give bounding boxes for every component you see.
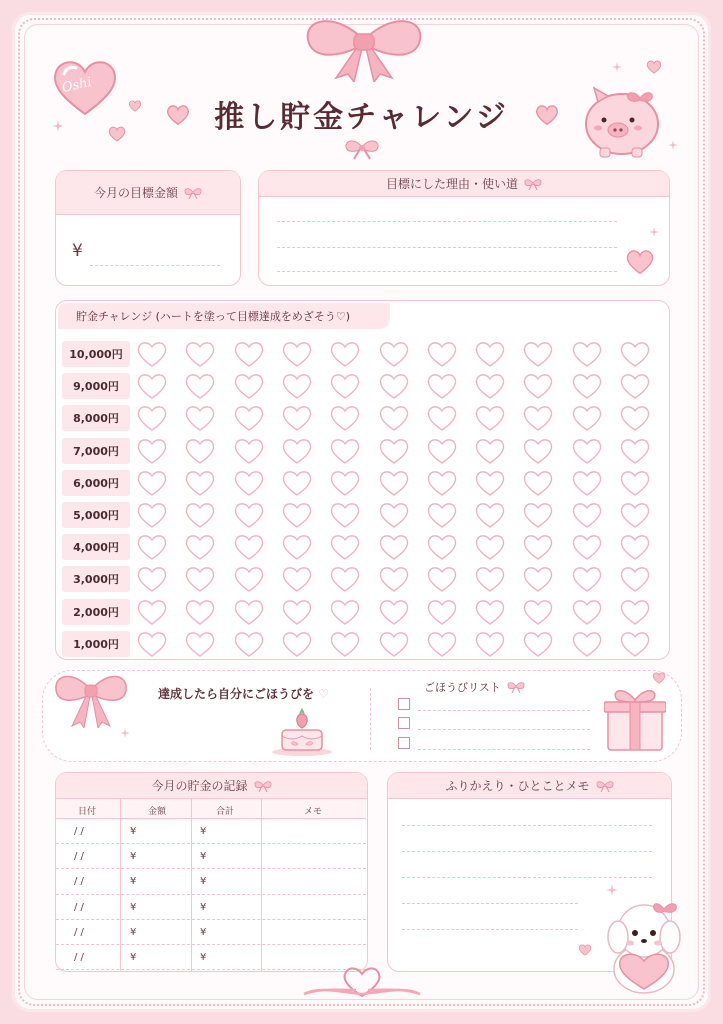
- heart-checkbox-icon[interactable]: [378, 630, 410, 658]
- heart-checkbox-icon[interactable]: [281, 630, 313, 658]
- heart-checkbox-icon[interactable]: [619, 437, 651, 465]
- heart-checkbox-icon[interactable]: [426, 533, 458, 561]
- heart-checkbox-icon[interactable]: [378, 533, 410, 561]
- heart-checkbox-icon[interactable]: [474, 533, 506, 561]
- record-header: [56, 773, 367, 799]
- gift-box-icon: [604, 684, 666, 754]
- heart-checkbox-icon[interactable]: [378, 372, 410, 400]
- heart-checkbox-icon[interactable]: [136, 533, 168, 561]
- reason-line[interactable]: [277, 247, 617, 248]
- heart-checkbox-icon[interactable]: [184, 501, 216, 529]
- amount-label: 3,000円: [62, 566, 130, 592]
- heart-checkbox-icon[interactable]: [136, 469, 168, 497]
- heart-checkbox-icon[interactable]: [184, 598, 216, 626]
- heart-checkbox-icon[interactable]: [571, 469, 603, 497]
- heart-checkbox-icon[interactable]: [281, 533, 313, 561]
- reward-checkbox[interactable]: [398, 737, 410, 749]
- reward-label: [158, 685, 329, 702]
- small-heart-icon: [652, 672, 666, 684]
- memo-label: ふりかえり・ひとことメモ: [445, 779, 590, 793]
- table-row[interactable]: [56, 819, 366, 844]
- reward-list-label: ごほうびリスト: [424, 681, 501, 694]
- heart-checkbox-icon[interactable]: [571, 565, 603, 593]
- amount-currency: ¥: [130, 952, 137, 963]
- top-bow-icon: [296, 12, 432, 82]
- record-label: 今月の貯金の記録: [151, 779, 248, 793]
- bow-icon: [507, 681, 525, 693]
- total-currency: ¥: [200, 826, 207, 837]
- small-heart-icon: [646, 60, 662, 74]
- reason-label: 目標にした理由・使い道: [385, 177, 518, 191]
- heart-checkbox-icon[interactable]: [329, 533, 361, 561]
- date-cell: / /: [74, 952, 84, 963]
- reason-panel: [258, 170, 670, 286]
- title-bow-icon: [343, 138, 381, 160]
- table-row[interactable]: [56, 869, 366, 894]
- heart-checkbox-icon[interactable]: [522, 630, 554, 658]
- heart-checkbox-icon[interactable]: [136, 340, 168, 368]
- strawberry-cake-icon: [270, 708, 334, 756]
- heart-checkbox-icon[interactable]: [281, 340, 313, 368]
- heart-checkbox-icon[interactable]: [233, 630, 265, 658]
- savings-record-panel: [55, 772, 368, 972]
- big-bow-icon: [52, 670, 130, 728]
- heart-checkbox-icon[interactable]: [329, 630, 361, 658]
- piggy-bank-icon: [578, 80, 668, 160]
- memo-line[interactable]: [402, 851, 652, 852]
- puppy-with-heart-icon: [598, 893, 690, 997]
- total-currency: ¥: [200, 876, 207, 888]
- heart-checkbox-icon[interactable]: [619, 533, 651, 561]
- sparkle-icon: [668, 140, 678, 150]
- amount-label: 1,000円: [62, 631, 130, 657]
- heart-checkbox-icon[interactable]: [426, 372, 458, 400]
- amount-label: 10,000円: [62, 341, 130, 367]
- challenge-header-tab: [58, 303, 390, 329]
- heart-checkbox-icon[interactable]: [233, 565, 265, 593]
- heart-checkbox-icon[interactable]: [329, 372, 361, 400]
- challenge-label: 貯金チャレンジ (ハートを塗って目標達成をめざそう♡): [76, 310, 351, 323]
- heart-checkbox-icon[interactable]: [522, 501, 554, 529]
- heart-checkbox-icon[interactable]: [571, 340, 603, 368]
- amount-label: 6,000円: [62, 470, 130, 496]
- heart-checkbox-icon[interactable]: [184, 469, 216, 497]
- reward-line[interactable]: [418, 749, 590, 750]
- heart-checkbox-icon[interactable]: [619, 469, 651, 497]
- heart-checkbox-icon[interactable]: [281, 372, 313, 400]
- amount-label: 2,000円: [62, 599, 130, 625]
- heart-checkbox-icon[interactable]: [474, 372, 506, 400]
- heart-icon: ♡: [318, 687, 329, 701]
- heart-checkbox-icon[interactable]: [474, 630, 506, 658]
- heart-checkbox-icon[interactable]: [474, 404, 506, 432]
- heart-checkbox-icon[interactable]: [619, 565, 651, 593]
- goal-amount-header: [56, 171, 240, 215]
- heart-checkbox-icon[interactable]: [522, 565, 554, 593]
- heart-checkbox-icon[interactable]: [619, 598, 651, 626]
- column-total: 合計: [216, 807, 235, 817]
- reward-line[interactable]: [418, 710, 590, 711]
- heart-checkbox-icon[interactable]: [329, 340, 361, 368]
- heart-checkbox-icon[interactable]: [184, 565, 216, 593]
- bow-icon: [524, 178, 542, 190]
- heart-checkbox-icon[interactable]: [329, 598, 361, 626]
- heart-checkbox-icon[interactable]: [522, 598, 554, 626]
- heart-checkbox-icon[interactable]: [378, 501, 410, 529]
- column-memo: メモ: [304, 807, 323, 817]
- heart-checkbox-icon[interactable]: [571, 372, 603, 400]
- heart-checkbox-icon[interactable]: [329, 437, 361, 465]
- goal-amount-label: 今月の目標金額: [93, 186, 178, 200]
- heart-checkbox-icon[interactable]: [571, 501, 603, 529]
- page-title: 推し貯金チャレンジ: [214, 100, 509, 135]
- total-currency: ¥: [200, 851, 207, 863]
- heart-checkbox-icon[interactable]: [522, 533, 554, 561]
- heart-checkbox-icon[interactable]: [281, 404, 313, 432]
- goal-amount-panel: [55, 170, 241, 286]
- heart-checkbox-icon[interactable]: [474, 469, 506, 497]
- heart-checkbox-icon[interactable]: [136, 501, 168, 529]
- heart-checkbox-icon[interactable]: [426, 501, 458, 529]
- heart-checkbox-icon[interactable]: [619, 630, 651, 658]
- amount-label: 5,000円: [62, 502, 130, 528]
- total-currency: ¥: [200, 952, 207, 963]
- amount-currency: ¥: [130, 826, 137, 837]
- heart-checkbox-icon[interactable]: [426, 598, 458, 626]
- heart-checkbox-icon[interactable]: [184, 630, 216, 658]
- date-cell: / /: [74, 876, 84, 888]
- heart-checkbox-icon[interactable]: [571, 630, 603, 658]
- amount-currency: ¥: [130, 901, 137, 913]
- small-heart-icon: [578, 944, 592, 956]
- heart-checkbox-icon[interactable]: [136, 404, 168, 432]
- heart-checkbox-icon[interactable]: [474, 437, 506, 465]
- heart-checkbox-icon[interactable]: [329, 501, 361, 529]
- heart-checkbox-icon[interactable]: [426, 565, 458, 593]
- title-right-heart-icon: [535, 104, 559, 126]
- heart-checkbox-icon[interactable]: [329, 565, 361, 593]
- reason-line[interactable]: [277, 271, 617, 272]
- reward-list-title: [424, 679, 525, 695]
- amount-currency: ¥: [130, 851, 137, 863]
- heart-checkbox-icon[interactable]: [233, 501, 265, 529]
- sparkle-icon: [606, 884, 618, 896]
- memo-line[interactable]: [402, 877, 652, 878]
- amount-label: 8,000円: [62, 405, 130, 431]
- date-cell: / /: [74, 926, 84, 938]
- reward-divider: [370, 688, 371, 750]
- goal-amount-input-line[interactable]: [90, 265, 220, 266]
- heart-checkbox-icon[interactable]: [426, 437, 458, 465]
- heart-checkbox-icon[interactable]: [619, 340, 651, 368]
- heart-checkbox-icon[interactable]: [378, 404, 410, 432]
- total-currency: ¥: [200, 926, 207, 938]
- bow-icon: [184, 187, 202, 199]
- memo-line[interactable]: [402, 903, 578, 904]
- heart-checkbox-icon[interactable]: [233, 533, 265, 561]
- heart-checkbox-icon[interactable]: [571, 533, 603, 561]
- table-row[interactable]: [56, 920, 366, 945]
- heart-checkbox-icon[interactable]: [136, 372, 168, 400]
- heart-checkbox-icon[interactable]: [426, 340, 458, 368]
- reward-checkbox[interactable]: [398, 717, 410, 729]
- heart-checkbox-icon[interactable]: [329, 469, 361, 497]
- sparkle-icon: [120, 728, 130, 738]
- heart-checkbox-icon[interactable]: [136, 598, 168, 626]
- column-amount: 金額: [148, 807, 167, 817]
- heart-checkbox-icon[interactable]: [522, 404, 554, 432]
- goal-currency-symbol: ¥: [72, 241, 83, 261]
- table-row[interactable]: [56, 895, 366, 920]
- heart-checkbox-icon[interactable]: [474, 565, 506, 593]
- heart-checkbox-icon[interactable]: [378, 469, 410, 497]
- sparkle-icon: [649, 227, 659, 237]
- heart-checkbox-icon[interactable]: [184, 404, 216, 432]
- heart-checkbox-icon[interactable]: [281, 565, 313, 593]
- heart-checkbox-icon[interactable]: [184, 533, 216, 561]
- heart-checkbox-icon[interactable]: [474, 598, 506, 626]
- column-date: 日付: [78, 807, 97, 817]
- heart-checkbox-icon[interactable]: [233, 598, 265, 626]
- heart-checkbox-icon[interactable]: [281, 501, 313, 529]
- heart-checkbox-icon[interactable]: [619, 372, 651, 400]
- heart-checkbox-icon[interactable]: [281, 469, 313, 497]
- amount-label: 7,000円: [62, 438, 130, 464]
- reward-line[interactable]: [418, 729, 590, 730]
- date-cell: / /: [74, 901, 84, 913]
- heart-checkbox-icon[interactable]: [522, 372, 554, 400]
- heart-checkbox-icon[interactable]: [136, 630, 168, 658]
- heart-checkbox-icon[interactable]: [233, 372, 265, 400]
- sparkle-icon: [612, 62, 622, 72]
- heart-checkbox-icon[interactable]: [184, 340, 216, 368]
- heart-checkbox-icon[interactable]: [522, 340, 554, 368]
- heart-checkbox-icon[interactable]: [184, 437, 216, 465]
- heart-checkbox-icon[interactable]: [378, 598, 410, 626]
- reason-line[interactable]: [277, 221, 617, 222]
- heart-checkbox-icon[interactable]: [136, 437, 168, 465]
- heart-checkbox-icon[interactable]: [474, 340, 506, 368]
- heart-checkbox-icon[interactable]: [426, 630, 458, 658]
- heart-checkbox-icon[interactable]: [233, 340, 265, 368]
- heart-checkbox-icon[interactable]: [233, 437, 265, 465]
- heart-checkbox-icon[interactable]: [281, 437, 313, 465]
- table-row[interactable]: [56, 844, 366, 869]
- reward-label-text: 達成したら自分にごほうびを: [158, 687, 315, 701]
- heart-checkbox-icon[interactable]: [426, 404, 458, 432]
- amount-label: 9,000円: [62, 373, 130, 399]
- memo-line[interactable]: [402, 929, 578, 930]
- heart-checkbox-icon[interactable]: [233, 469, 265, 497]
- heart-checkbox-icon[interactable]: [571, 404, 603, 432]
- amount-currency: ¥: [130, 926, 137, 938]
- bow-icon: [596, 780, 614, 792]
- heart-checkbox-icon[interactable]: [522, 469, 554, 497]
- memo-header: [388, 773, 671, 799]
- heart-checkbox-icon[interactable]: [281, 598, 313, 626]
- heart-checkbox-icon[interactable]: [619, 404, 651, 432]
- heart-checkbox-icon[interactable]: [571, 437, 603, 465]
- heart-checkbox-icon[interactable]: [571, 598, 603, 626]
- bottom-heart-ribbon-icon: [300, 966, 424, 1002]
- amount-currency: ¥: [130, 876, 137, 888]
- heart-checkbox-icon[interactable]: [619, 501, 651, 529]
- bow-icon: [254, 780, 272, 792]
- reason-header: [259, 171, 669, 197]
- date-cell: / /: [74, 851, 84, 863]
- memo-line[interactable]: [402, 825, 652, 826]
- heart-checkbox-icon[interactable]: [233, 404, 265, 432]
- heart-checkbox-icon[interactable]: [378, 340, 410, 368]
- heart-checkbox-icon[interactable]: [426, 469, 458, 497]
- heart-checkbox-icon[interactable]: [184, 372, 216, 400]
- heart-checkbox-icon[interactable]: [378, 565, 410, 593]
- total-currency: ¥: [200, 901, 207, 913]
- amount-label: 4,000円: [62, 534, 130, 560]
- heart-checkbox-icon[interactable]: [474, 501, 506, 529]
- oshi-sticker-text: Oshi: [60, 75, 94, 96]
- heart-icon: [625, 249, 655, 275]
- reward-checkbox[interactable]: [398, 698, 410, 710]
- date-cell: / /: [74, 826, 84, 837]
- heart-checkbox-icon[interactable]: [522, 437, 554, 465]
- heart-checkbox-icon[interactable]: [378, 437, 410, 465]
- heart-checkbox-icon[interactable]: [329, 404, 361, 432]
- heart-checkbox-icon[interactable]: [136, 565, 168, 593]
